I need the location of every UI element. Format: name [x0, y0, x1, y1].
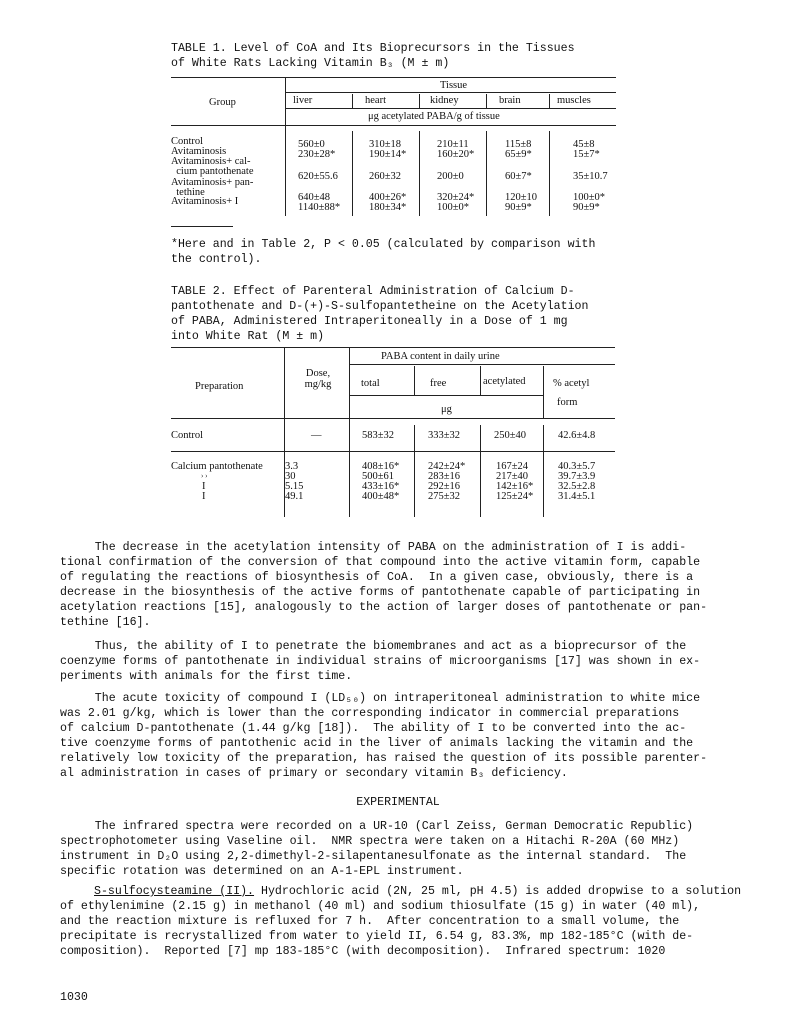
table2-unit: μg: [441, 404, 452, 415]
table1-row-labels: [171, 137, 254, 207]
table2-dose: 5.15: [285, 481, 304, 492]
table2-cell: 142±16*: [496, 481, 534, 492]
table1-cell: 210±11: [437, 139, 469, 150]
table2-prep: Calcium pantothenate: [171, 461, 263, 472]
table2-cell: 39.7±3.9: [558, 471, 596, 482]
table2-dose: 49.1: [285, 491, 304, 502]
table2-cell: 283±16: [428, 471, 461, 482]
table1-cell: 190±14*: [369, 149, 407, 160]
table2-cell: 31.4±5.1: [558, 491, 596, 502]
table2-row: [171, 492, 616, 502]
table1-cell: 115±8: [505, 139, 532, 150]
table1-cell: 100±0*: [437, 202, 470, 213]
table1-cell: 35±10.7: [573, 171, 608, 182]
table2-rows: [171, 462, 616, 502]
table1-cell: 230±28*: [298, 149, 336, 160]
table1-units: μg acetylated PABA/g of tissue: [368, 111, 500, 122]
table2-cell: 333±32: [428, 430, 461, 441]
table2-cell: 400±48*: [362, 491, 400, 502]
table2-col-free: free: [430, 378, 447, 389]
table1-cell: 640±48: [298, 192, 331, 203]
table2-prep: I: [202, 491, 206, 502]
table1-col-heart: heart: [365, 95, 386, 106]
table2-cell: 40.3±5.7: [558, 461, 596, 472]
table1-caption: TABLE 1. Level of CoA and Its Bioprecursors in the Tissues of White Rats Lacking Vitamin B₃ (M ± m): [171, 42, 575, 70]
table1-row-group: Control: [171, 136, 204, 147]
table1-col-liver: liver: [293, 95, 313, 106]
table1-tissue-rule: [285, 92, 616, 93]
footnote-rule: [171, 226, 233, 227]
table2-cell: 32.5±2.8: [558, 481, 596, 492]
table1-cell: 1140±88*: [298, 202, 341, 213]
table2-caption: TABLE 2. Effect of Parenteral Administration of Calcium D- pantothenate and D-(+)-S-sulfopantetheine on the Acetylation of PABA, Administered Intraperitoneally in a Dose of 1 mg into White Rat (M ± m): [171, 285, 589, 343]
paragraph-instruments: The infrared spectra were recorded on a UR-10 (Carl Zeiss, German Democratic Republic) spectrophotometer using Vaseline oil. NMR spectra were taken on a Hitachi R-20A (60 MHz) instrument in D₂O using 2,2-dimethyl-2-silapentanesulfonate as the internal standard. The specific rotation was determined on an A-1-EPL instrument.: [60, 820, 694, 878]
table2-cell: 583±32: [362, 430, 395, 441]
table2-col-pct-line1: % acetyl: [553, 378, 590, 389]
paragraph-toxicity: The acute toxicity of compound I (LD₅₀) on intraperitoneal administration to white mice was 2.01 g/kg, which is lower than the corresponding indicator in commercial preparations of calcium D-pantothenate (1.44 g/kg [18]). The ability of I to be converted into the ac- tive coenzyme forms of pantothenic acid in the liver of animals lacking the vitamin and the relatively low toxicity of the preparation, has raised the question of its possible parenter- al administration in cases of primary or secondary vitamin B₃ deficiency.: [60, 692, 708, 780]
table2-dose-header-line2: mg/kg: [304, 379, 332, 390]
table2-head-rule: [171, 418, 615, 419]
page-number: 1030: [60, 991, 88, 1004]
table1-cell: 90±9*: [573, 202, 600, 213]
table2-cell: 167±24: [496, 461, 529, 472]
table1-tissue-header: Tissue: [440, 80, 468, 91]
table2-cell: 292±16: [428, 481, 461, 492]
table2-cell: 408±16*: [362, 461, 400, 472]
table1-cell: 400±26*: [369, 192, 407, 203]
table1-group-header: Group: [209, 97, 236, 108]
table2-cell: 42.6±4.8: [558, 430, 596, 441]
table1-cell: 180±34*: [369, 202, 407, 213]
table2-dose: 30: [285, 471, 296, 482]
section-heading-experimental: EXPERIMENTAL: [356, 796, 440, 809]
table1-col-kidney: kidney: [430, 95, 459, 106]
table2-col-pct-line2: form: [557, 397, 578, 408]
table2-dose-header: [288, 368, 348, 390]
table1-row-group: Avitaminosis+ I: [171, 196, 239, 207]
table2-cell: 433±16*: [362, 481, 400, 492]
table1-cell: 560±0: [298, 139, 325, 150]
table2-preparation-header: Preparation: [195, 381, 244, 392]
synthesis-rest: of ethylenimine (2.15 g) in methanol (40 ml) and sodium thiosulfate (15 g) in water (40 ml), and the reaction mixture is refluxed for 7 h. After concentration to a small volume, the precipitate is recrystallized from water to yield II, 6.54 g, 83.3%, mp 182-185°C (with de- composition). Reported [7] mp 183-185°C (with decomposition). Infrared spectrum: 1020: [60, 899, 701, 958]
table1-footnote: *Here and in Table 2, P < 0.05 (calculated by comparison with the control).: [171, 238, 596, 266]
table1-cell: 160±20*: [437, 149, 475, 160]
table1-cell: 620±55.6: [298, 171, 338, 182]
table2-prep: Control: [171, 430, 204, 441]
paragraph-acetylation: The decrease in the acetylation intensity of PABA on the administration of I is addi- tional confirmation of the conversion of that compound into the active vitamin form, capable of regulating the reactions of biosynthesis of CoA. In a given case, obviously, there is a decrease in the biosynthesis of the active forms of pantothenate capable of participating in acetylation reactions [15], analogously to the action of larger doses of pantothenate or pan- tethine [16].: [60, 541, 708, 629]
table2-cell: 500±61: [362, 471, 395, 482]
table1-cell: 65±9*: [505, 149, 532, 160]
table1-row-group: Avitaminosis+ pan- tethine: [171, 177, 254, 198]
table1-cell: 200±0: [437, 171, 464, 182]
table2-cell: 275±32: [428, 491, 461, 502]
table1-row-group: Avitaminosis+ cal- cium pantothenate: [171, 156, 254, 177]
table1-cell: 120±10: [505, 192, 538, 203]
table1-values: [298, 140, 638, 213]
table1-cell: 100±0*: [573, 192, 606, 203]
table1-cell: 15±7*: [573, 149, 600, 160]
paragraph-synthesis: [60, 885, 741, 960]
table1-cell: 60±7*: [505, 171, 532, 182]
table2-top-rule: [171, 347, 615, 348]
table2-col-total: total: [361, 378, 380, 389]
compound-title: S-sulfocysteamine (II).: [94, 885, 255, 898]
table2-dose: —: [311, 430, 322, 441]
table2-cell: 242±24*: [428, 461, 466, 472]
table2-cell: 125±24*: [496, 491, 534, 502]
table2-prep: › ›: [201, 472, 208, 480]
table2-dose-header-line1: Dose,: [305, 368, 331, 379]
table1-top-rule: [171, 77, 616, 78]
table1-cell: 90±9*: [505, 202, 532, 213]
table1-cell: 310±18: [369, 139, 402, 150]
table2-group-header: PABA content in daily urine: [381, 351, 500, 362]
table1-col-brain: brain: [499, 95, 521, 106]
table1-head-rule: [171, 125, 616, 126]
table1-row-group: Avitaminosis: [171, 146, 227, 157]
table2-dose: 3.3: [285, 461, 299, 472]
table1-cell: 320±24*: [437, 192, 475, 203]
table1-cell: 260±32: [369, 171, 402, 182]
table1-cell: 45±8: [573, 139, 595, 150]
table2-col-acetylated: acetylated: [483, 376, 526, 387]
table2-prep: I: [202, 481, 206, 492]
table1-col-muscles: muscles: [557, 95, 591, 106]
table2-cell: 250±40: [494, 430, 527, 441]
paragraph-biomembranes: Thus, the ability of I to penetrate the biomembranes and act as a bioprecursor of the coenzyme forms of pantothenate in individual strains of microorganisms [17] was shown in ex- periments with animals for the first time.: [60, 640, 701, 683]
table2-cell: 217±40: [496, 471, 529, 482]
synthesis-first-line: Hydrochloric acid (2N, 25 ml, pH 4.5) is added dropwise to a solution: [254, 885, 742, 898]
